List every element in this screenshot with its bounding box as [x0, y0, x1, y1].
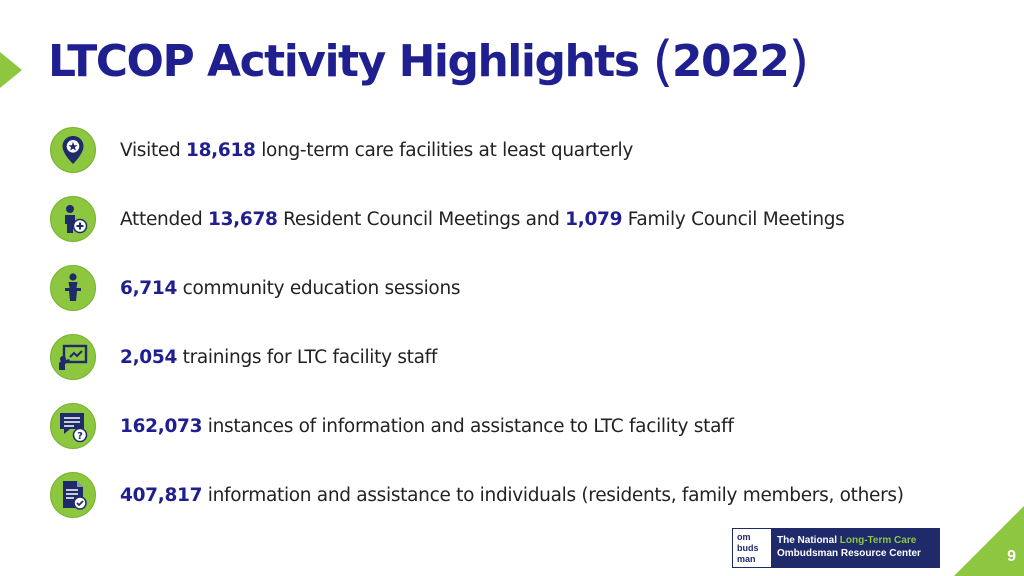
text-prefix: Visited: [120, 139, 187, 161]
highlight-row-individual-assistance: [50, 470, 950, 520]
highlight-row-council-meetings: [50, 194, 950, 244]
title-main: LTCOP Activity Highlights: [48, 36, 639, 87]
person-plus-icon: [50, 196, 96, 242]
highlight-row-visits: [50, 125, 950, 175]
highlight-text: [120, 485, 904, 506]
title-close-paren: ): [788, 30, 808, 93]
text-prefix: Attended: [120, 208, 208, 230]
highlight-text: [120, 140, 633, 161]
stat-number: 13,678: [208, 208, 278, 230]
logo-org-line2: Ombudsman Resource Center: [777, 548, 921, 559]
svg-text:?: ?: [77, 431, 83, 442]
page-title: [48, 26, 808, 93]
logo-word-buds: buds: [737, 543, 759, 553]
logo-word-om: om: [737, 532, 751, 542]
text-middle: trainings for LTC facility staff: [177, 346, 438, 368]
text-middle: instances of information and assistance to LTC facility staff: [202, 415, 734, 437]
location-star-icon: [50, 127, 96, 173]
highlight-row-staff-assistance: [50, 401, 950, 451]
stat-number: 162,073: [120, 415, 203, 437]
left-green-triangle: [0, 52, 22, 88]
page-number: 9: [1007, 548, 1016, 565]
text-middle: long-term care facilities at least quarterly: [255, 139, 633, 161]
title-open-paren: (: [652, 30, 672, 93]
highlight-row-education: [50, 263, 950, 313]
stat-number-2: 1,079: [565, 208, 623, 230]
logo-org-name: [771, 529, 939, 567]
logo-org-part2: Long-Term Care: [839, 535, 917, 546]
stat-number: 6,714: [120, 277, 178, 299]
ombudsman-logo-mark: [733, 529, 771, 567]
highlight-text: [120, 209, 845, 230]
highlight-row-trainings: [50, 332, 950, 382]
highlight-text: [120, 278, 460, 299]
chat-question-icon: [50, 403, 96, 449]
logo-word-man: man: [737, 554, 756, 564]
document-check-icon: [50, 472, 96, 518]
highlight-text: [120, 416, 734, 437]
nltcorc-logo: [732, 528, 940, 568]
text-suffix: Family Council Meetings: [622, 208, 845, 230]
text-middle: information and assistance to individuals (residents, family members, others): [202, 484, 904, 506]
text-middle: community education sessions: [177, 277, 461, 299]
presentation-board-icon: [50, 334, 96, 380]
stat-number: 2,054: [120, 346, 178, 368]
podium-speaker-icon: [50, 265, 96, 311]
text-middle: Resident Council Meetings and: [277, 208, 566, 230]
stat-number: 407,817: [120, 484, 203, 506]
title-year: 2022: [671, 36, 789, 87]
stat-number: 18,618: [186, 139, 256, 161]
highlight-text: [120, 347, 437, 368]
logo-org-part1: The National: [777, 535, 840, 546]
